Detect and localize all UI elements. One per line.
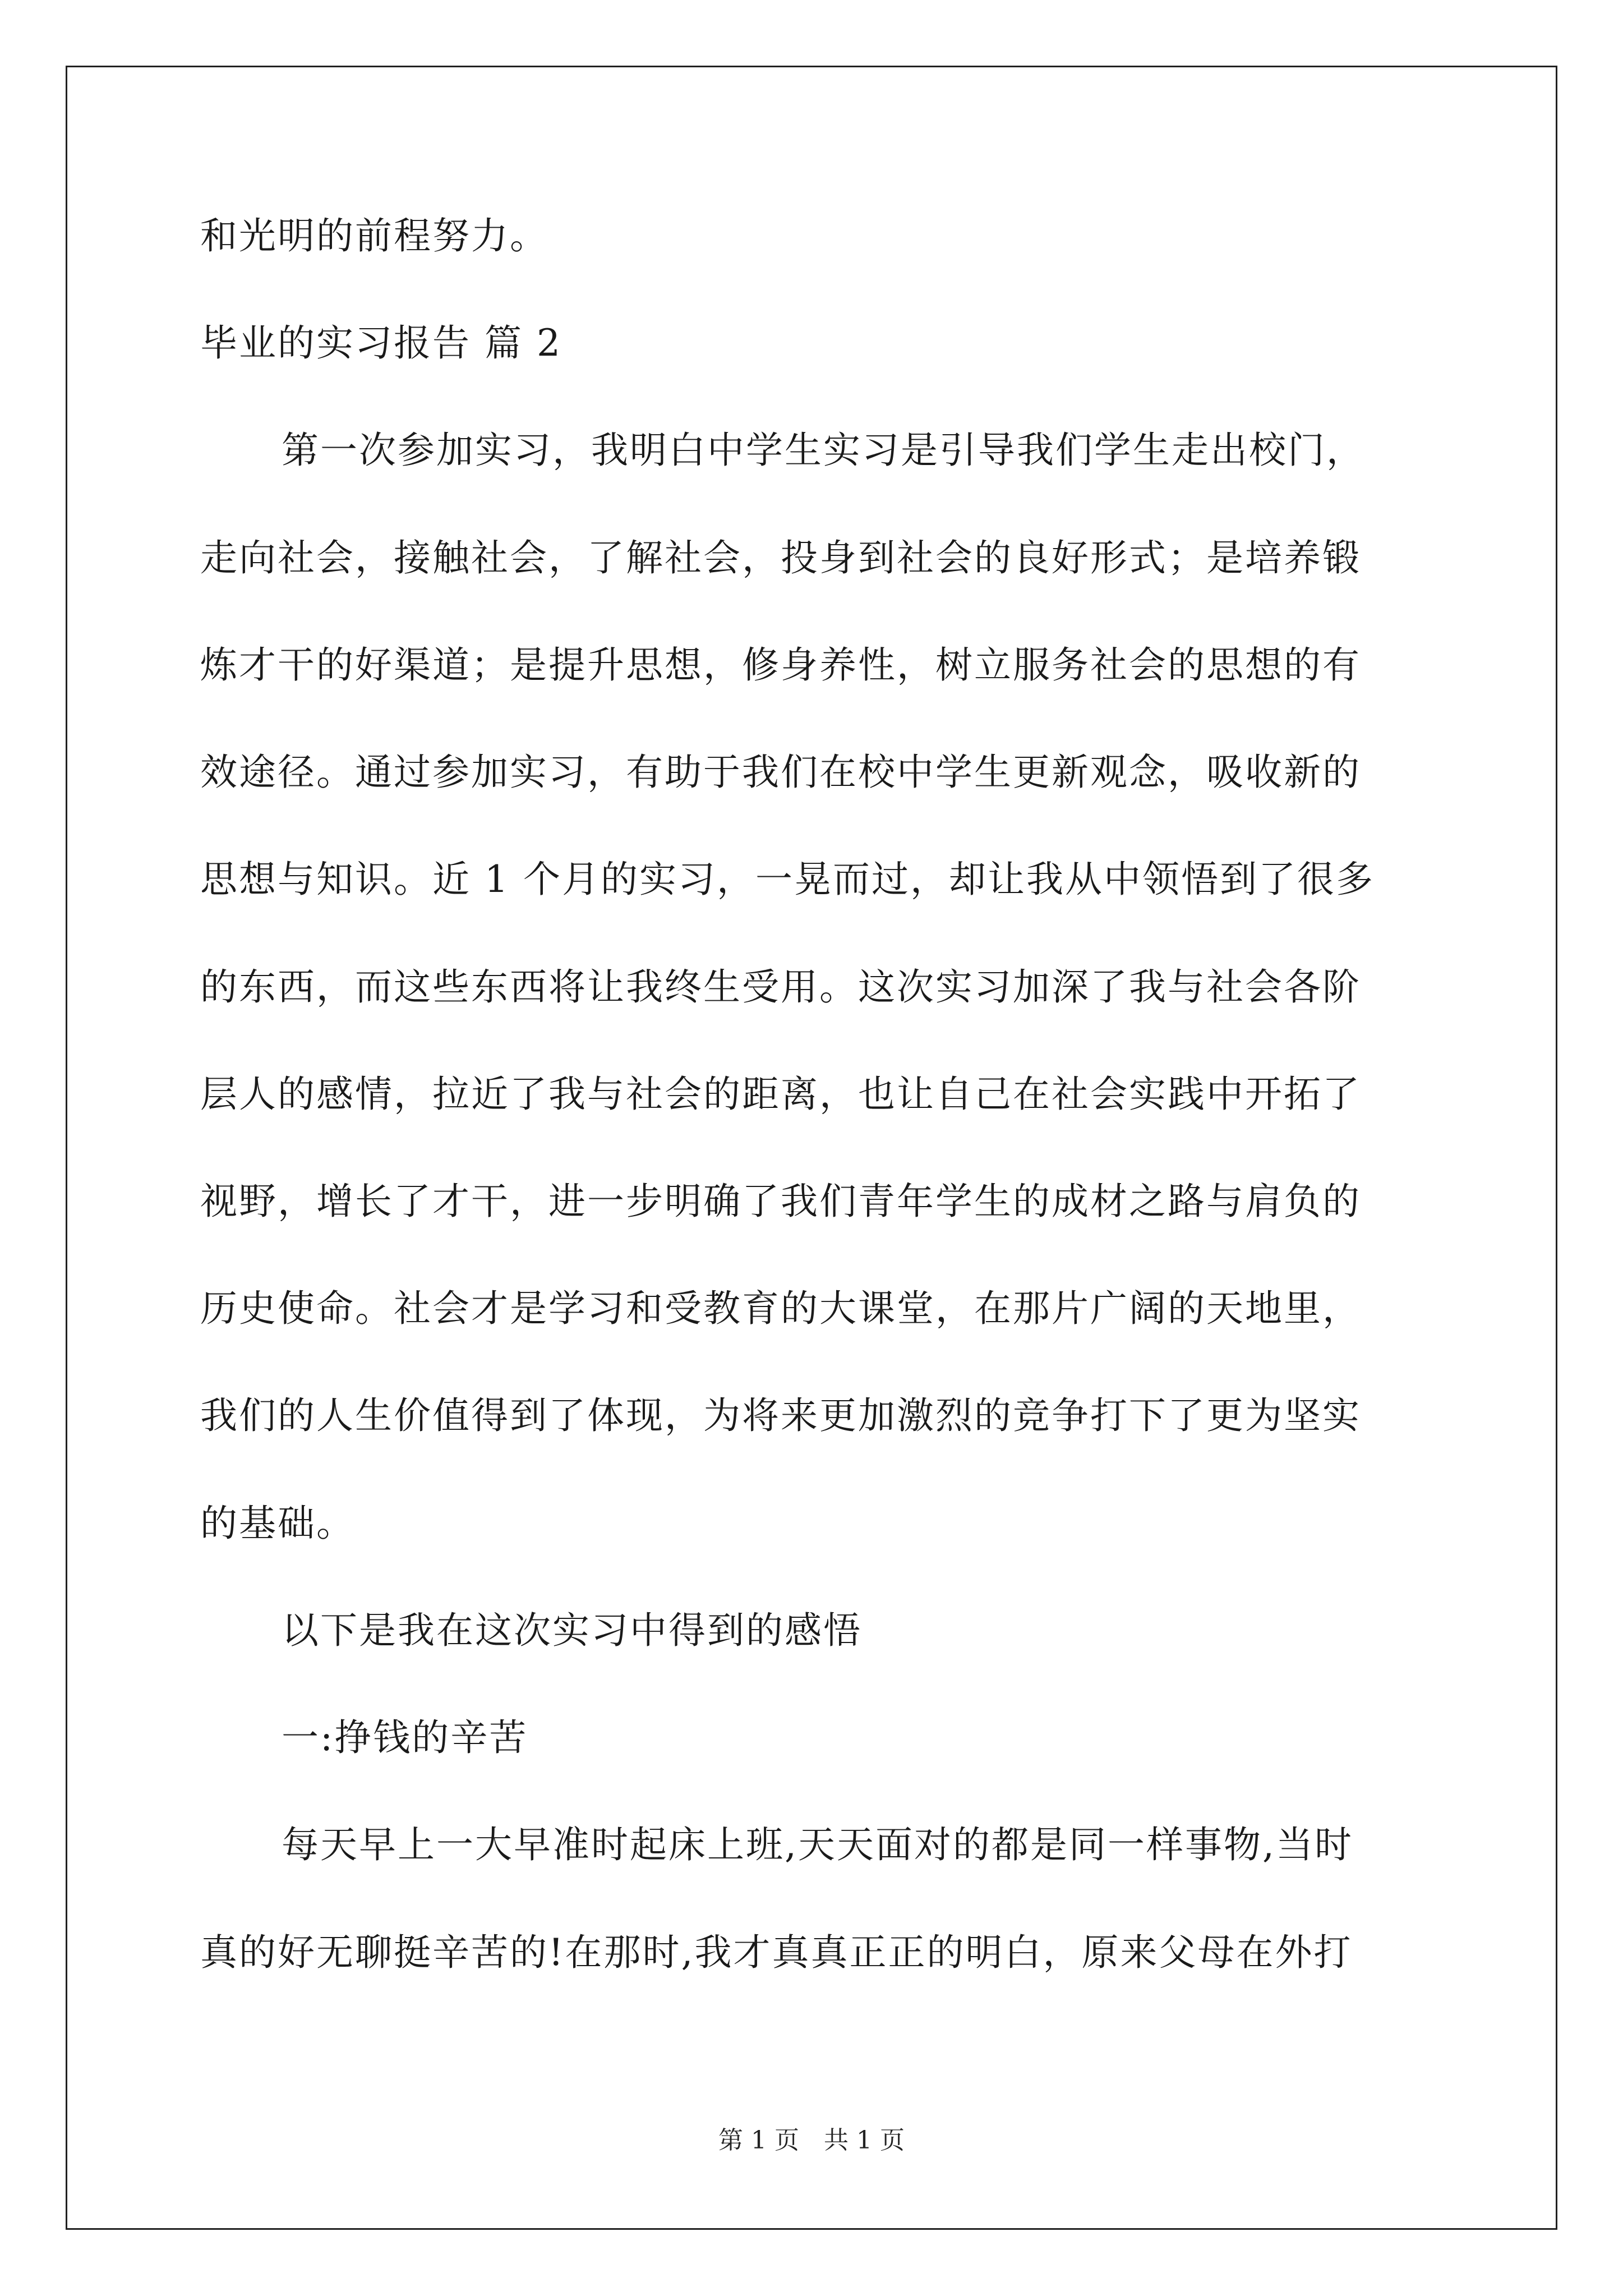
paragraph-1-line-1: 第一次参加实习，我明白中学生实习是引导我们学生走出校门， — [282, 429, 1365, 472]
paragraph-1-line-4: 效途径。通过参加实习，有助于我们在校中学生更新观念，吸收新的 — [200, 751, 1361, 794]
paragraph-1-line-8: 视野，增长了才干，进一步明确了我们青年学生的成材之路与肩负的 — [200, 1180, 1361, 1223]
paragraph-1-line-2: 走向社会，接触社会，了解社会，投身到社会的良好形式；是培养锻 — [200, 536, 1361, 579]
paragraph-3-line-1: 每天早上一大早准时起床上班,天天面对的都是同一样事物,当时 — [282, 1823, 1353, 1866]
section-heading: 毕业的实习报告 篇 2 — [200, 321, 562, 365]
paragraph-1-line-10: 我们的人生价值得到了体现，为将来更加激烈的竞争打下了更为坚实 — [200, 1394, 1361, 1437]
paragraph-1-line-7: 层人的感情，拉近了我与社会的距离，也让自己在社会实践中开拓了 — [200, 1073, 1361, 1116]
page-footer: 第 1 页 共 1 页 — [718, 2126, 905, 2155]
subheading-1: 一:挣钱的辛苦 — [282, 1716, 528, 1759]
paragraph-2-line-1: 以下是我在这次实习中得到的感悟 — [282, 1609, 862, 1652]
paragraph-1-line-5: 思想与知识。近 1 个月的实习，一晃而过，却让我从中领悟到了很多 — [200, 858, 1375, 901]
paragraph-1-line-11: 的基础。 — [200, 1502, 355, 1545]
paragraph-1-line-3: 炼才干的好渠道；是提升思想，修身养性，树立服务社会的思想的有 — [200, 643, 1361, 687]
paragraph-1-line-6: 的东西，而这些东西将让我终生受用。这次实习加深了我与社会各阶 — [200, 965, 1361, 1009]
text-line-1: 和光明的前程努力。 — [200, 214, 548, 257]
paragraph-1-line-9: 历史使命。社会才是学习和受教育的大课堂，在那片广阔的天地里， — [200, 1287, 1361, 1330]
page-border — [66, 66, 1557, 2230]
paragraph-3-line-2: 真的好无聊挺辛苦的!在那时,我才真真正正的明白，原来父母在外打 — [200, 1931, 1353, 1974]
